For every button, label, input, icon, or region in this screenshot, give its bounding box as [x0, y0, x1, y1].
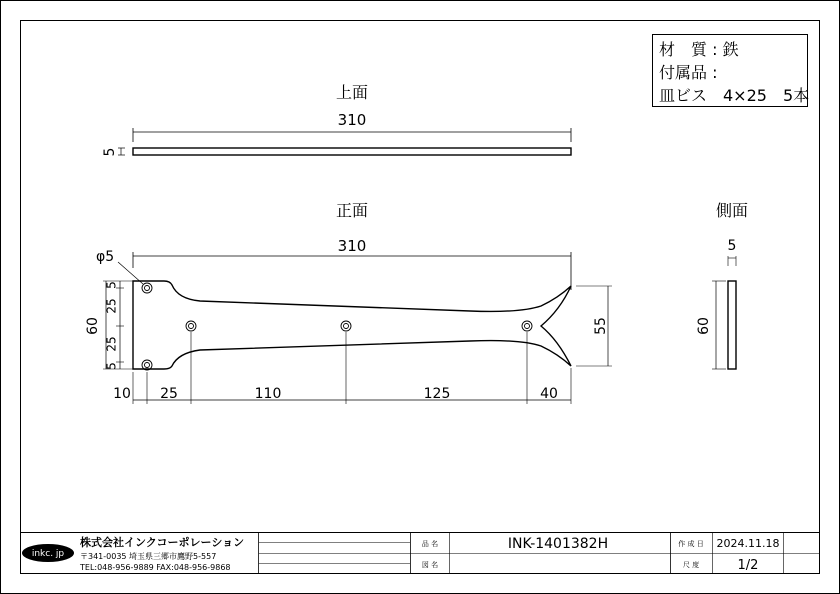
- side-height-dim: 60: [696, 317, 712, 335]
- logo-text: inkc. jp: [31, 549, 65, 559]
- top-view-title: 上面: [335, 83, 369, 102]
- spec-accessories: 付属品 :: [659, 63, 718, 82]
- product-label: 品 名: [421, 540, 439, 548]
- spec-box: [653, 35, 810, 107]
- bottom-dim-125: 125: [423, 386, 451, 402]
- screw-hole: [186, 321, 196, 331]
- tail-height-dim: 55: [593, 317, 609, 335]
- top-view: [102, 83, 571, 156]
- product-value: INK-1401382H: [507, 536, 609, 552]
- scale-value: 1/2: [737, 558, 759, 573]
- date-label: 作 成 日: [678, 540, 704, 548]
- front-plate-outline: [133, 281, 571, 369]
- spec-material: 材 質 : 鉄: [659, 40, 739, 59]
- bottom-dim-110: 110: [254, 386, 282, 402]
- top-length-dim: 310: [337, 111, 367, 129]
- front-height-dim: 60: [85, 317, 101, 335]
- spec-screws: 皿ビス 4×25 5本: [659, 86, 810, 105]
- screw-hole: [341, 321, 351, 331]
- screw-hole: [142, 283, 152, 293]
- front-view: [85, 201, 612, 404]
- drawing-label: 図 名: [421, 561, 439, 569]
- side-thickness-dim: 5: [727, 238, 737, 254]
- company-name: 株式会社インクコーポレーション: [80, 536, 245, 549]
- screw-hole: [522, 321, 532, 331]
- top-plate-outline: [133, 148, 571, 155]
- left-dim-top: 5: [104, 281, 119, 289]
- top-thickness-dim: 5: [102, 147, 118, 157]
- left-dim-upper: 25: [104, 298, 119, 314]
- title-block: [20, 532, 820, 574]
- company-address: 〒341-0035 埼玉県三郷市鷹野5-557: [80, 552, 217, 561]
- front-view-title: 正面: [335, 201, 369, 220]
- scale-label: 尺 度: [682, 561, 700, 569]
- front-length-dim: 310: [337, 237, 367, 255]
- side-view: [696, 201, 748, 369]
- date-value: 2024.11.18: [716, 537, 780, 550]
- bottom-dim-10: 10: [113, 386, 131, 402]
- side-plate-outline: [728, 281, 736, 369]
- company-contact: TEL:048-956-9889 FAX:048-956-9868: [80, 563, 231, 572]
- bottom-dim-25: 25: [160, 386, 178, 402]
- hole-diameter-label: φ5: [96, 249, 115, 265]
- side-view-title: 側面: [715, 201, 749, 220]
- bottom-dim-40: 40: [540, 386, 558, 402]
- left-dim-lower: 25: [104, 336, 119, 352]
- left-dim-bottom: 5: [104, 362, 119, 370]
